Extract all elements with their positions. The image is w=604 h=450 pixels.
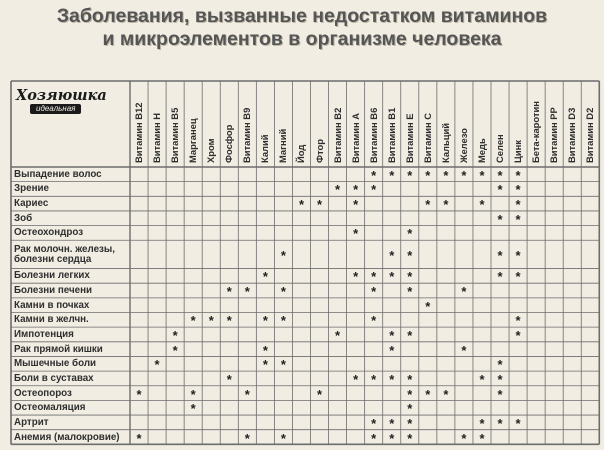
row-label: Зоб (14, 212, 33, 224)
deficiency-mark: * (515, 182, 521, 198)
deficiency-mark: * (497, 357, 503, 373)
deficiency-mark: * (389, 371, 395, 387)
deficiency-mark: * (497, 167, 503, 183)
deficiency-mark: * (515, 327, 521, 343)
deficiency-mark: * (407, 371, 413, 387)
deficiency-mark: * (479, 371, 485, 387)
deficiency-mark: * (407, 401, 413, 417)
deficiency-mark: * (154, 357, 160, 373)
deficiency-mark: * (389, 430, 395, 446)
column-header: Витамин B9 (241, 107, 253, 163)
column-header: Хром (205, 138, 217, 163)
deficiency-mark: * (479, 430, 485, 446)
column-header: Витамин D2 (584, 107, 596, 163)
deficiency-mark: * (353, 182, 359, 198)
deficiency-mark: * (389, 342, 395, 358)
deficiency-mark: * (461, 284, 467, 300)
deficiency-mark: * (407, 386, 413, 402)
deficiency-mark: * (407, 167, 413, 183)
deficiency-mark: * (461, 430, 467, 446)
deficiency-mark: * (136, 386, 142, 402)
deficiency-mark: * (316, 386, 323, 402)
deficiency-mark: * (226, 313, 232, 329)
column-header: Витамин B1 (385, 107, 397, 163)
column-header: Витамин B12 (133, 102, 144, 163)
deficiency-mark: * (371, 371, 377, 387)
deficiency-mark: * (461, 167, 467, 183)
deficiency-mark: * (497, 182, 503, 198)
deficiency-mark: * (335, 182, 341, 198)
column-header: Селен (494, 134, 505, 163)
column-header: Йод (295, 144, 307, 163)
column-header: Витамин A (349, 112, 361, 163)
deficiency-mark: * (425, 197, 431, 213)
deficiency-mark: * (497, 415, 503, 431)
column-header: Марганец (187, 118, 199, 163)
deficiency-mark: * (497, 386, 503, 402)
column-header: Фосфор (223, 124, 235, 163)
deficiency-mark: * (425, 298, 431, 314)
column-header: Бета-каротин (530, 101, 542, 163)
deficiency-mark: * (371, 415, 377, 431)
row-label: Болезни легких (14, 270, 90, 282)
deficiency-mark: * (244, 430, 250, 446)
row-label: Мышечные боли (14, 358, 97, 370)
deficiency-mark: * (407, 415, 413, 431)
deficiency-mark: * (479, 197, 485, 213)
column-header: Витамин H (151, 112, 163, 163)
deficiency-mark: * (497, 247, 503, 263)
deficiency-mark: * (443, 197, 449, 213)
column-header: Фтор (313, 139, 325, 163)
deficiency-mark: * (280, 357, 286, 373)
deficiency-mark: * (226, 284, 232, 300)
deficiency-mark: * (208, 313, 214, 329)
deficiency-mark: * (407, 327, 413, 343)
deficiency-mark: * (335, 327, 341, 343)
deficiency-mark: * (407, 247, 413, 263)
deficiency-mark: * (353, 197, 359, 213)
deficiency-mark: * (497, 269, 503, 285)
row-label: Импотенция (14, 328, 74, 340)
deficiency-mark: * (226, 371, 232, 387)
deficiency-mark: * (262, 342, 268, 358)
row-label: Остеопороз (14, 387, 72, 399)
deficiency-mark: * (443, 167, 449, 183)
deficiency-mark: * (262, 313, 268, 329)
deficiency-mark: * (407, 430, 413, 446)
deficiency-mark: * (371, 167, 377, 183)
deficiency-mark: * (479, 167, 485, 183)
logo-main-text: Хозяюшка (16, 87, 107, 104)
row-label: Остеомаляция (14, 402, 86, 414)
deficiency-mark: * (515, 167, 521, 183)
row-label: Камни в желчн. (14, 314, 89, 326)
column-header: Кальций (439, 122, 451, 163)
deficiency-mark: * (497, 371, 503, 387)
deficiency-mark: * (190, 313, 196, 329)
column-header: Калий (259, 134, 271, 163)
row-label: Камни в почках (14, 299, 90, 311)
column-header: Витамин C (421, 112, 433, 163)
logo-sub-text: идеальная (30, 104, 81, 114)
deficiency-mark: * (298, 197, 304, 213)
row-label: Рак молочн. железы, болезни сердца (14, 243, 115, 265)
title-line-1: Заболевания, вызванные недостатком витаминов (56, 5, 548, 27)
deficiency-mark: * (316, 197, 323, 213)
deficiency-mark: * (443, 386, 449, 402)
deficiency-mark: * (371, 313, 377, 329)
deficiency-mark: * (280, 247, 286, 263)
deficiency-mark: * (190, 386, 196, 402)
deficiency-mark: * (353, 269, 359, 285)
deficiency-mark: * (136, 430, 142, 446)
deficiency-mark: * (461, 342, 467, 358)
deficiency-mark: * (389, 269, 395, 285)
row-label: Выпадение волос (14, 168, 102, 180)
deficiency-mark: * (190, 401, 196, 417)
deficiency-mark: * (262, 357, 268, 373)
deficiency-mark: * (371, 269, 377, 285)
row-label: Анемия (малокровие) (14, 431, 120, 443)
column-header: Цинк (512, 140, 524, 163)
row-label: Рак прямой кишки (14, 343, 103, 355)
deficiency-mark: * (353, 371, 359, 387)
deficiency-mark: * (262, 269, 268, 285)
deficiency-mark: * (515, 247, 521, 263)
column-header: Медь (475, 138, 487, 163)
deficiency-mark: * (515, 415, 521, 431)
column-header: Магний (277, 128, 289, 163)
deficiency-mark: * (515, 197, 521, 213)
deficiency-mark: * (371, 284, 377, 300)
column-header: Витамин D3 (566, 107, 578, 163)
deficiency-mark: * (172, 342, 178, 358)
column-header: Витамин E (403, 113, 415, 163)
row-label: Зрение (14, 183, 49, 195)
column-header: Витамин PP (548, 107, 560, 163)
deficiency-mark: * (407, 226, 413, 242)
deficiency-mark: * (425, 386, 431, 402)
row-label: Остеохондроз (14, 227, 84, 239)
deficiency-mark: * (515, 211, 521, 227)
deficiency-mark: * (280, 430, 286, 446)
column-header: Витамин B2 (331, 107, 343, 163)
deficiency-mark: * (515, 313, 521, 329)
deficiency-mark: * (244, 386, 250, 402)
deficiency-mark: * (172, 327, 178, 343)
deficiency-mark: * (425, 167, 431, 183)
deficiency-mark: * (353, 226, 359, 242)
deficiency-mark: * (497, 211, 503, 227)
deficiency-mark: * (280, 284, 286, 300)
deficiency-mark: * (371, 430, 377, 446)
row-label: Кариес (14, 198, 49, 210)
row-label: Боли в суставах (14, 372, 94, 384)
deficiency-mark: * (407, 284, 413, 300)
deficiency-mark: * (280, 313, 286, 329)
deficiency-mark: * (371, 182, 377, 198)
deficiency-mark: * (407, 269, 413, 285)
deficiency-mark: * (479, 415, 485, 431)
deficiency-mark: * (244, 284, 250, 300)
row-label: Артрит (14, 416, 49, 428)
deficiency-mark: * (389, 167, 395, 183)
column-header: Витамин B5 (169, 107, 181, 163)
deficiency-mark: * (389, 247, 395, 263)
deficiency-mark: * (389, 327, 395, 343)
deficiency-mark: * (515, 269, 521, 285)
column-header: Железо (457, 128, 469, 163)
title-line-2: и микроэлементов в организме человека (102, 28, 502, 50)
row-label: Болезни печени (14, 285, 93, 296)
column-header: Витамин B6 (367, 107, 379, 163)
deficiency-mark: * (389, 415, 395, 431)
